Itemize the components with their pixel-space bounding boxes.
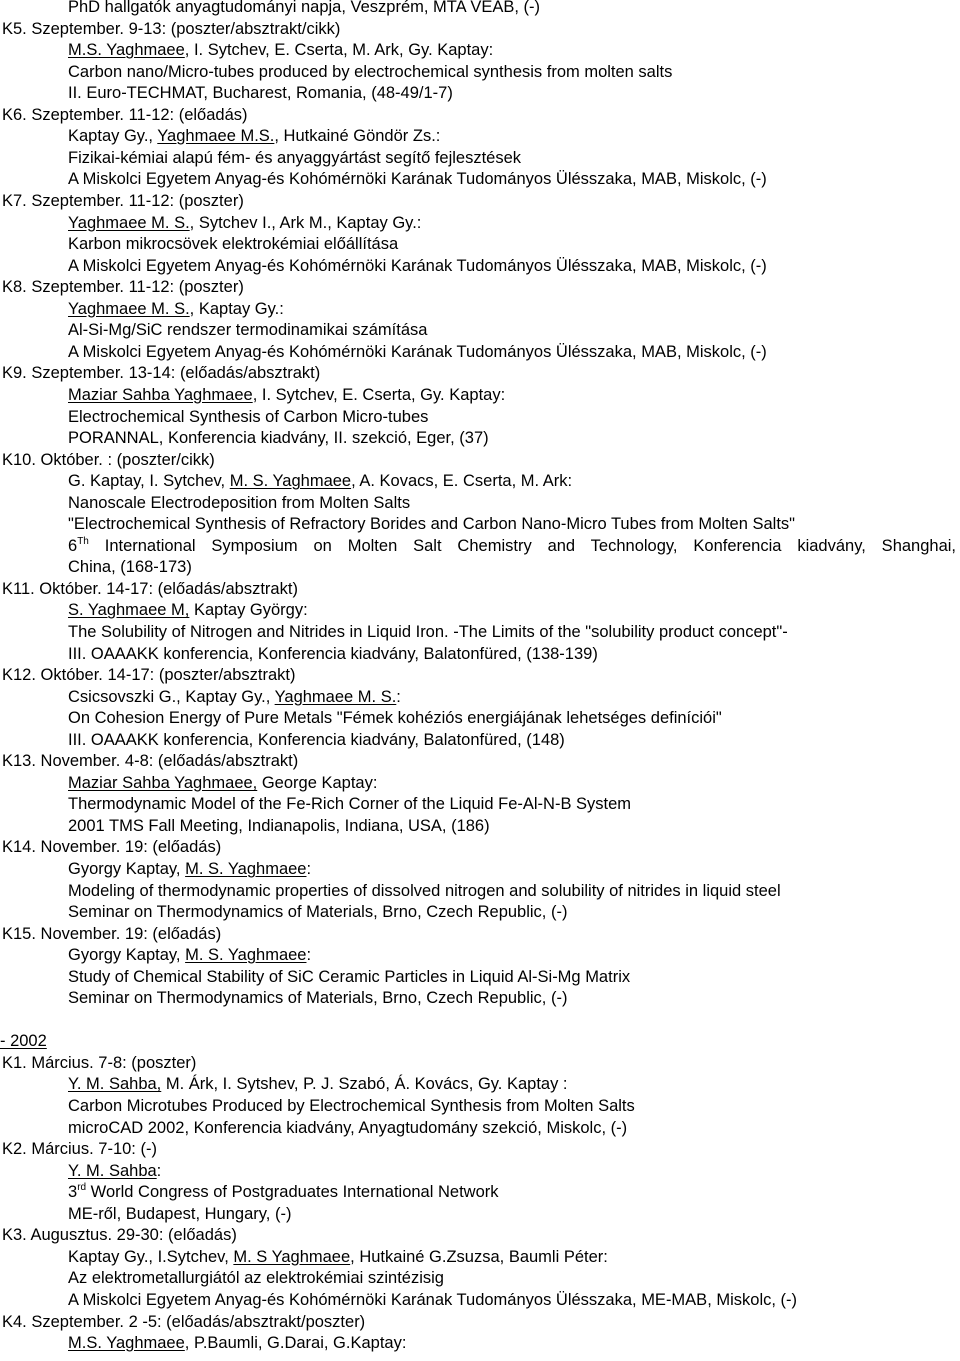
entry-line	[68, 687, 401, 709]
entry-line	[68, 622, 788, 644]
underlined-author: Yaghmaee M. S.	[68, 299, 190, 318]
entry-line	[68, 342, 767, 364]
line-text: Gyorgy Kaptay,	[68, 946, 186, 965]
line-text: M. Árk, I. Sytshev, P. J. Szabó, Á. Kovács, Gy. Kaptay :	[161, 1075, 568, 1094]
line-text: :	[156, 1161, 162, 1180]
entry-line	[68, 0, 540, 19]
line-text: Fizikai-kémiai alapú fém- és anyaggyártást segítő fejlesztések	[68, 148, 522, 167]
entry-heading	[2, 579, 298, 601]
underlined-author: Yaghmaee M. S.	[68, 213, 190, 232]
line-text: International Symposium on Molten Salt Chemistry and Technology, Konferencia kiadvány, Shanghai,	[88, 536, 956, 555]
entry-line	[68, 600, 308, 622]
entry-line	[68, 1247, 608, 1269]
entry-line	[68, 428, 489, 450]
line-text: , I. Sytchev, E. Cserta, M. Ark, Gy. Kaptay:	[184, 41, 494, 60]
underlined-author: Y. M. Sahba	[68, 1161, 157, 1180]
line-text: 3	[68, 1183, 78, 1202]
entry-line	[68, 62, 672, 84]
entry-line	[68, 299, 284, 321]
line-text: G. Kaptay, I. Sytchev,	[68, 472, 230, 491]
line-text: Az elektrometallurgiától az elektrokémiai szintézisig	[68, 1269, 444, 1288]
underlined-author: M.S. Yaghmaee	[68, 41, 185, 60]
entry-heading	[2, 1139, 157, 1161]
line-text: K15. November. 19: (előadás)	[2, 924, 222, 943]
line-text: K11. Október. 14-17: (előadás/absztrakt)	[2, 579, 298, 598]
entry-line	[68, 816, 490, 838]
entry-line	[68, 644, 598, 666]
line-text: :	[306, 946, 312, 965]
line-text: 2001 TMS Fall Meeting, Indianapolis, Indiana, USA, (186)	[68, 816, 490, 835]
entry-heading	[2, 924, 221, 946]
line-text: Kaptay Gy., I.Sytchev,	[68, 1247, 234, 1266]
line-text: Seminar on Thermodynamics of Materials, Brno, Czech Republic, (-)	[68, 989, 568, 1008]
entry-line	[68, 471, 572, 493]
entry-line	[68, 213, 421, 235]
line-text: , Hutkainé Göndör Zs.:	[274, 127, 441, 146]
entry-line	[68, 320, 427, 342]
entry-heading	[2, 363, 320, 385]
line-text: K9. Szeptember. 13-14: (előadás/absztrakt)	[2, 364, 321, 383]
line-text: PhD hallgatók anyagtudományi napja, Veszprém, MTA VEAB, (-)	[68, 0, 541, 16]
entry-line	[68, 1182, 499, 1204]
entry-line	[68, 557, 192, 579]
line-text: K3. Augusztus. 29-30: (előadás)	[2, 1226, 237, 1245]
line-text: K2. Március. 7-10: (-)	[2, 1140, 157, 1159]
underlined-author: M. S. Yaghmaee	[229, 472, 352, 491]
line-text: :	[306, 860, 312, 878]
line-text: Electrochemical Synthesis of Carbon Micro-tubes	[68, 407, 429, 426]
line-text: "Electrochemical Synthesis of Refractory Borides and Carbon Nano-Micro Tubes from Molten Salts"	[68, 515, 796, 534]
entry-line	[68, 1118, 627, 1140]
entry-line	[68, 1074, 568, 1096]
line-text: , Hutkainé G.Zsuzsa, Baumli Péter:	[350, 1247, 608, 1266]
entry-heading	[2, 1225, 237, 1247]
line-text: , Kaptay Gy.:	[189, 299, 284, 318]
line-text: ME-ről, Budapest, Hungary, (-)	[68, 1204, 292, 1223]
line-text: K12. Október. 14-17: (poszter/absztrakt)	[2, 666, 296, 684]
entry-heading	[2, 105, 248, 127]
entry-line	[68, 83, 453, 105]
year-heading	[0, 1031, 47, 1053]
underlined-author: M. S. Yaghmaee	[185, 860, 307, 878]
line-text: , A. Kovacs, E. Cserta, M. Ark:	[351, 472, 573, 491]
entry-heading	[2, 191, 244, 213]
line-text: :	[396, 687, 401, 706]
line-text: K5. Szeptember. 9-13: (poszter/absztrakt/cikk)	[2, 19, 341, 38]
line-text: K14. November. 19: (előadás)	[2, 838, 222, 857]
underlined-author: S. Yaghmaee M,	[68, 601, 190, 620]
underlined-author: Maziar Sahba Yaghmaee	[68, 385, 253, 404]
line-text: On Cohesion Energy of Pure Metals "Fémek kohéziós energiájának lehetséges definíciói"	[68, 709, 722, 728]
entry-line	[68, 708, 722, 730]
line-text: , P.Baumli, G.Darai, G.Kaptay:	[184, 1334, 407, 1352]
entry-line	[68, 1204, 291, 1226]
entry-line	[68, 1333, 406, 1355]
entry-line	[68, 169, 767, 191]
line-text: A Miskolci Egyetem Anyag-és Kohómérnöki Karának Tudományos Ülésszaka, ME-MAB, Miskolc, (-)	[68, 1290, 798, 1309]
line-text: Gyorgy Kaptay,	[68, 860, 186, 878]
line-text: K6. Szeptember. 11-12: (előadás)	[2, 105, 248, 124]
entry-line	[68, 40, 493, 62]
entry-line	[68, 1161, 161, 1183]
line-text: K10. Október. : (poszter/cikk)	[2, 450, 215, 469]
line-text: 6	[68, 536, 78, 555]
entry-line	[68, 988, 567, 1010]
underlined-author: Maziar Sahba Yaghmaee,	[68, 773, 258, 792]
entry-line	[68, 1290, 797, 1312]
entry-line	[68, 493, 410, 515]
entry-line	[68, 1268, 444, 1290]
superscript: rd	[77, 1182, 87, 1194]
superscript: Th	[77, 535, 89, 547]
line-text: Carbon Microtubes Produced by Electrochemical Synthesis from Molten Salts	[68, 1097, 635, 1115]
entry-line	[68, 902, 567, 924]
entry-line	[68, 536, 956, 558]
line-text: Al-Si-Mg/SiC rendszer termodinamikai számítása	[68, 321, 428, 340]
line-text: Seminar on Thermodynamics of Materials, Brno, Czech Republic, (-)	[68, 903, 568, 922]
entry-heading	[2, 19, 340, 41]
line-text: Carbon nano/Micro-tubes produced by electrochemical synthesis from molten salts	[68, 62, 673, 81]
line-text: A Miskolci Egyetem Anyag-és Kohómérnöki Karának Tudományos Ülésszaka, MAB, Miskolc, (-)	[68, 256, 767, 275]
line-text: K1. Március. 7-8: (poszter)	[2, 1053, 197, 1072]
line-text: Thermodynamic Model of the Fe-Rich Corner of the Liquid Fe-Al-N-B System	[68, 795, 632, 814]
line-text: Csicsovszki G., Kaptay Gy.,	[68, 687, 275, 706]
underlined-author: Yaghmaee M.S.	[157, 127, 275, 146]
entry-line	[68, 256, 767, 278]
line-text: , I. Sytchev, E. Cserta, Gy. Kaptay:	[252, 385, 506, 404]
line-text: Karbon mikrocsövek elektrokémiai előállítása	[68, 235, 399, 254]
entry-heading	[2, 277, 244, 299]
line-text: K13. November. 4-8: (előadás/absztrakt)	[2, 752, 299, 771]
line-text: World Congress of Postgraduates International Network	[86, 1183, 499, 1202]
line-text: , Sytchev I., Ark M., Kaptay Gy.:	[189, 213, 422, 232]
underlined-author: - 2002	[0, 1032, 47, 1051]
line-text: II. Euro-TECHMAT, Bucharest, Romania, (48-49/1-7)	[68, 84, 453, 103]
entry-line	[68, 773, 377, 795]
line-text: K4. Szeptember. 2 -5: (előadás/absztrakt/poszter)	[2, 1312, 366, 1331]
line-text: Modeling of thermodynamic properties of dissolved nitrogen and solubility of nitrides in liquid steel	[68, 881, 781, 900]
entry-heading	[2, 837, 221, 859]
underlined-author: Y. M. Sahba,	[68, 1075, 162, 1094]
entry-heading	[2, 1053, 196, 1075]
underlined-author: M. S. Yaghmaee	[185, 946, 307, 965]
entry-line	[68, 794, 631, 816]
line-text: The Solubility of Nitrogen and Nitrides in Liquid Iron. -The Limits of the "solubility product concept"-	[68, 622, 788, 641]
line-text: George Kaptay:	[257, 773, 378, 792]
line-text: China, (168-173)	[68, 558, 192, 577]
entry-line	[68, 126, 440, 148]
line-text: Kaptay Gy.,	[68, 127, 158, 146]
entry-heading	[2, 450, 215, 472]
entry-heading	[2, 1312, 365, 1334]
entry-heading	[2, 751, 298, 773]
line-text: Kaptay György:	[189, 601, 308, 620]
underlined-author: M.S. Yaghmaee	[68, 1334, 185, 1352]
entry-line	[68, 881, 781, 903]
line-text: III. OAAAKK konferencia, Konferencia kiadvány, Balatonfüred, (148)	[68, 730, 565, 749]
entry-line	[68, 385, 505, 407]
entry-heading	[2, 665, 295, 687]
entry-line	[68, 514, 795, 536]
line-text: microCAD 2002, Konferencia kiadvány, Anyagtudomány szekció, Miskolc, (-)	[68, 1118, 628, 1137]
line-text: A Miskolci Egyetem Anyag-és Kohómérnöki Karának Tudományos Ülésszaka, MAB, Miskolc, (-)	[68, 170, 767, 189]
line-text: A Miskolci Egyetem Anyag-és Kohómérnöki Karának Tudományos Ülésszaka, MAB, Miskolc, (-)	[68, 342, 767, 361]
entry-line	[68, 967, 630, 989]
line-text: PORANNAL, Konferencia kiadvány, II. szekció, Eger, (37)	[68, 429, 489, 447]
entry-line	[68, 1096, 635, 1118]
line-text: Study of Chemical Stability of SiC Ceramic Particles in Liquid Al-Si-Mg Matrix	[68, 967, 631, 986]
entry-line	[68, 945, 311, 967]
underlined-author: M. S Yaghmaee	[233, 1247, 351, 1266]
line-text: Nanoscale Electrodeposition from Molten Salts	[68, 493, 411, 512]
entry-line	[68, 148, 521, 170]
line-text: K7. Szeptember. 11-12: (poszter)	[2, 192, 244, 210]
entry-line	[68, 407, 428, 429]
entry-line	[68, 234, 398, 256]
underlined-author: Yaghmaee M. S.	[274, 687, 397, 706]
line-text: III. OAAAKK konferencia, Konferencia kiadvány, Balatonfüred, (138-139)	[68, 644, 598, 663]
entry-line	[68, 859, 311, 881]
line-text: K8. Szeptember. 11-12: (poszter)	[2, 278, 244, 297]
entry-line	[68, 730, 565, 752]
